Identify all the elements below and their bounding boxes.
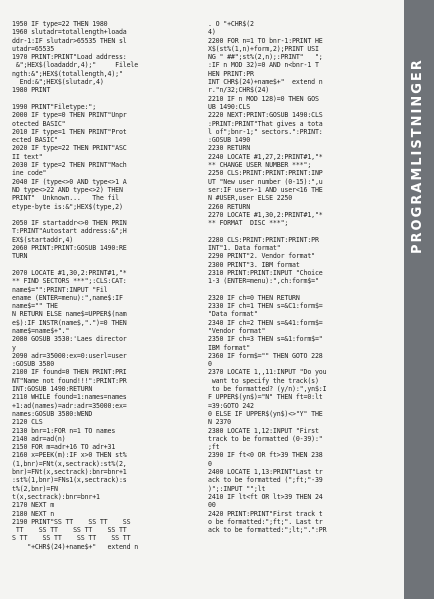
code-line: IBM format" bbox=[208, 343, 251, 352]
code-line: 2350 IF ch=3 THEN s=&1:form$=" bbox=[208, 335, 323, 344]
code-line bbox=[12, 95, 204, 103]
code-line: 00 bbox=[208, 501, 216, 510]
code-line: ack to be formatted (";ft;"-39 bbox=[208, 476, 323, 485]
code-line: 2160 x=PEEK(m):IF x>0 THEN st% bbox=[12, 451, 127, 460]
code-line: NG " ##";st%(2,n);:PRINT" "; bbox=[208, 53, 323, 62]
code-line: 2420 PRINT:PRINT"First track t bbox=[208, 509, 323, 518]
code-line: N RETURN ELSE name$=UPPER$(nam bbox=[12, 310, 127, 319]
code-line: name$=name$+"." bbox=[12, 326, 70, 335]
code-line: track to be formatted (0-39):" bbox=[208, 434, 323, 443]
code-line: 2190 PRINT"SS TT SS TT SS bbox=[12, 517, 131, 526]
code-line: name$="":PRINT:INPUT "Fil bbox=[12, 285, 108, 294]
code-line: ack to be formatted:";lt;".":PR bbox=[208, 526, 327, 535]
code-line: :st%(1,bnr)=FNs1(x,sectrack):s bbox=[12, 476, 127, 485]
section-sidebar bbox=[404, 0, 434, 599]
code-line: 2020 IF type=22 THEN PRINT"ASC bbox=[12, 144, 127, 153]
code-line: 2130 bnr=1:FOR n=1 TO names bbox=[12, 426, 116, 435]
code-line: 2400 LOCATE 1,13:PRINT"Last tr bbox=[208, 468, 323, 477]
code-line: 2110 WHILE found=1:names=names bbox=[12, 393, 127, 402]
code-line: 2260 RETURN bbox=[208, 202, 251, 211]
code-line: 2210 IF n MOD 128)=0 THEN GOS bbox=[208, 94, 319, 103]
code-line: NT"Name not found!!!":PRINT:PR bbox=[12, 376, 127, 385]
code-line: 2050 IF startaddr<>0 THEN PRIN bbox=[12, 219, 127, 228]
code-line: 2390 IF ft<0 OR ft>39 THEN 238 bbox=[208, 451, 323, 460]
code-line: bnr)=FNt(x,sectrack):bnr=bnr+1 bbox=[12, 468, 127, 477]
code-line: 2070 LOCATE #1,30,2:PRINT#1,"* bbox=[12, 268, 127, 277]
code-line: "+CHR$(24)+name$+" extend n bbox=[12, 542, 139, 551]
code-line: 2240 LOCATE #1,27,2:PRINT#1,"* bbox=[208, 152, 323, 161]
code-line: 2060 PRINT:PRINT:GOSUB 1490:RE bbox=[12, 244, 127, 253]
code-line: 2310 PRINT:PRINT:INPUT "Choice bbox=[208, 268, 323, 277]
code-line: 2100 IF found=0 THEN PRINT:PRI bbox=[12, 368, 127, 377]
code-line: 2270 LOCATE #1,30,2:PRINT#1,"* bbox=[208, 210, 323, 219]
code-line: :GOSUB 1490 bbox=[208, 136, 251, 145]
code-line: 2380 LOCATE 1,12:INPUT "First bbox=[208, 426, 319, 435]
code-line: 2030 IF type=2 THEN PRINT"Mach bbox=[12, 161, 127, 170]
code-line: 1960 slutadr=totallength+loada bbox=[12, 28, 127, 37]
section-label: PROGRAMLISTNINGER bbox=[410, 58, 425, 254]
code-line: N 2370 bbox=[208, 418, 231, 427]
code-line: 0 ELSE IF UPPER$(yn$)<>"Y" THE bbox=[208, 409, 323, 418]
code-line: ** FIND SECTORS ***";:CLS:CAT: bbox=[12, 277, 127, 286]
code-line: INT:GOSUB 1490:RETURN bbox=[12, 385, 93, 394]
code-line: 2280 CLS:PRINT:PRINT:PRINT:PR bbox=[208, 235, 319, 244]
code-line: to be formatted? (y/n):",yn$:I bbox=[208, 385, 327, 394]
code-line: HEN PRINT:PR bbox=[208, 69, 254, 78]
code-line bbox=[208, 286, 400, 294]
code-line: ine code" bbox=[12, 169, 47, 178]
code-line: 2250 CLS:PRINT:PRINT:PRINT:INP bbox=[208, 169, 323, 178]
code-line: 2300 PRINT"3. IBM format bbox=[208, 260, 300, 269]
listing-column-left bbox=[12, 20, 204, 551]
code-line: &";HEX$(loadaddr,4);" Filele bbox=[12, 61, 139, 70]
code-line bbox=[12, 211, 204, 219]
code-line: End:&";HEX$(slutadr,4) bbox=[12, 78, 104, 87]
code-line: "Vendor format" bbox=[208, 326, 266, 335]
code-line: :GOSUB 3580 bbox=[12, 360, 55, 369]
code-line: 1970 PRINT:PRINT"Load address: bbox=[12, 53, 127, 62]
code-line: ser:IF user>-1 AND user<16 THE bbox=[208, 185, 323, 194]
code-line: 2360 IF form$="" THEN GOTO 228 bbox=[208, 351, 323, 360]
code-line: S TT SS TT SS TT SS TT bbox=[12, 534, 131, 543]
code-line: +1:ad(names)=adr:adr=35000:ex= bbox=[12, 401, 127, 410]
code-line: 2230 RETURN bbox=[208, 144, 251, 153]
code-line: ected BASIC" bbox=[12, 136, 58, 145]
code-line: otected BASIC" bbox=[12, 119, 66, 128]
code-line: 0 bbox=[208, 360, 212, 369]
code-line: 2010 IF type=1 THEN PRINT"Prot bbox=[12, 127, 127, 136]
code-line bbox=[208, 227, 400, 235]
code-line: )";:INPUT "";lt bbox=[208, 484, 266, 493]
code-line: ND type<>22 AND type<>2) THEN bbox=[12, 185, 123, 194]
code-line: ** CHANGE USER NUMBER ***"; bbox=[208, 161, 312, 170]
code-line: 2290 PRINT"2. Vendor format" bbox=[208, 252, 315, 261]
code-line: 2040 IF (type<>0 AND type<>1 A bbox=[12, 177, 127, 186]
code-line: 2340 IF ch=2 THEN s=&41:form$= bbox=[208, 318, 323, 327]
code-line: UT "New user number (0-15):",u bbox=[208, 177, 323, 186]
code-line bbox=[12, 261, 204, 269]
code-line: ngth:&";HEX$(totallength,4);" bbox=[12, 69, 123, 78]
code-line: ;ft bbox=[208, 443, 220, 452]
code-line: ** FORMAT DISC ***"; bbox=[208, 219, 289, 228]
code-line: TURN bbox=[12, 252, 28, 261]
code-line: o be formatted:";ft;". Last tr bbox=[208, 517, 323, 526]
code-line: PRINT" Unknown... The fil bbox=[12, 194, 119, 203]
code-line: 2120 CLS bbox=[12, 418, 43, 427]
code-line: INT"1. Data format" bbox=[208, 244, 281, 253]
code-line: y bbox=[12, 343, 16, 352]
code-line: ddr-1:IF slutadr>65535 THEN sl bbox=[12, 36, 127, 45]
code-line: t%(2,bnr)=FN bbox=[12, 484, 58, 493]
code-line: 2150 FOR m=adr+16 TO adr+31 bbox=[12, 443, 116, 452]
code-line: . O "+CHR$(2 bbox=[208, 20, 254, 28]
code-line: :IF n MOD 32)=0 AND n<bnr-1 T bbox=[208, 61, 319, 70]
code-line: 2330 IF ch=1 THEN s=&C1:form$= bbox=[208, 302, 323, 311]
code-line: 1-3 (ENTER=menu):",ch:form$=" bbox=[208, 277, 319, 286]
code-line: utadr=65535 bbox=[12, 44, 55, 53]
code-line: INT CHR$(24)+name$+" extend n bbox=[208, 78, 323, 87]
code-line: 2170 NEXT m bbox=[12, 501, 55, 510]
code-line: 2180 NEXT n bbox=[12, 509, 55, 518]
code-line: 2140 adr=ad(n) bbox=[12, 434, 66, 443]
code-line: II text" bbox=[12, 152, 43, 161]
code-line: 2200 FOR n=1 TO bnr-1:PRINT HE bbox=[208, 36, 323, 45]
code-line: N #USER,user ELSE 2250 bbox=[208, 194, 293, 203]
code-line: UB 1490:CLS bbox=[208, 102, 251, 111]
code-line: X$(st%(1,n)+form,2);PRINT USI bbox=[208, 44, 319, 53]
code-line: l of";bnr-1;" sectors.":PRINT: bbox=[208, 127, 323, 136]
code-line: ename (ENTER=menu):",name$:IF bbox=[12, 293, 123, 302]
listing-column-right bbox=[208, 20, 400, 534]
code-line: name$="" THE bbox=[12, 302, 58, 311]
code-line: (1,bnr)=FNt(x,sectrack):st%(2, bbox=[12, 459, 127, 468]
code-line: 1980 PRINT bbox=[12, 86, 51, 95]
code-line: =39:GOTO 242 bbox=[208, 401, 254, 410]
code-line: t(x,sectrack):bnr=bnr+1 bbox=[12, 492, 100, 501]
code-line: :PRINT:PRINT"That gives a tota bbox=[208, 119, 323, 128]
code-line: 1990 PRINT"Filetype:"; bbox=[12, 102, 97, 111]
code-line: r."n/32;CHR$(24) bbox=[208, 86, 270, 95]
code-line: TT SS TT SS TT SS TT bbox=[12, 526, 127, 535]
code-line: 0 bbox=[208, 459, 212, 468]
code-line: 4) bbox=[208, 28, 216, 37]
code-line: 2090 adr=35000:ex=0:userl=user bbox=[12, 351, 127, 360]
code-line: 2080 GOSUB 3530:'Laes director bbox=[12, 335, 127, 344]
code-line: e$):IF INSTR(name$,".")=0 THEN bbox=[12, 318, 127, 327]
code-line: 2320 IF ch=0 THEN RETURN bbox=[208, 293, 300, 302]
code-line: T:PRINT"Autostart address:&";H bbox=[12, 227, 127, 236]
code-line: 2220 NEXT:PRINT:GOSUB 1490:CLS bbox=[208, 111, 323, 120]
code-line: etype-byte is:&";HEX$(type,2) bbox=[12, 202, 123, 211]
code-line: want to specify the track(s) bbox=[208, 376, 319, 385]
code-line: 2000 IF type=0 THEN PRINT"Unpr bbox=[12, 111, 127, 120]
code-line: names:GOSUB 3580:WEND bbox=[12, 409, 93, 418]
code-line: "Data format" bbox=[208, 310, 258, 319]
code-line: F UPPER$(yn$)="N" THEN ft=0:lt bbox=[208, 393, 323, 402]
code-line: 1950 IF type=22 THEN 1980 bbox=[12, 20, 108, 28]
code-line: EX$(startaddr,4) bbox=[12, 235, 74, 244]
code-line: 2410 IF lt<ft OR lt>39 THEN 24 bbox=[208, 492, 323, 501]
code-line: 2370 LOCATE 1,,11:INPUT "Do you bbox=[208, 368, 327, 377]
